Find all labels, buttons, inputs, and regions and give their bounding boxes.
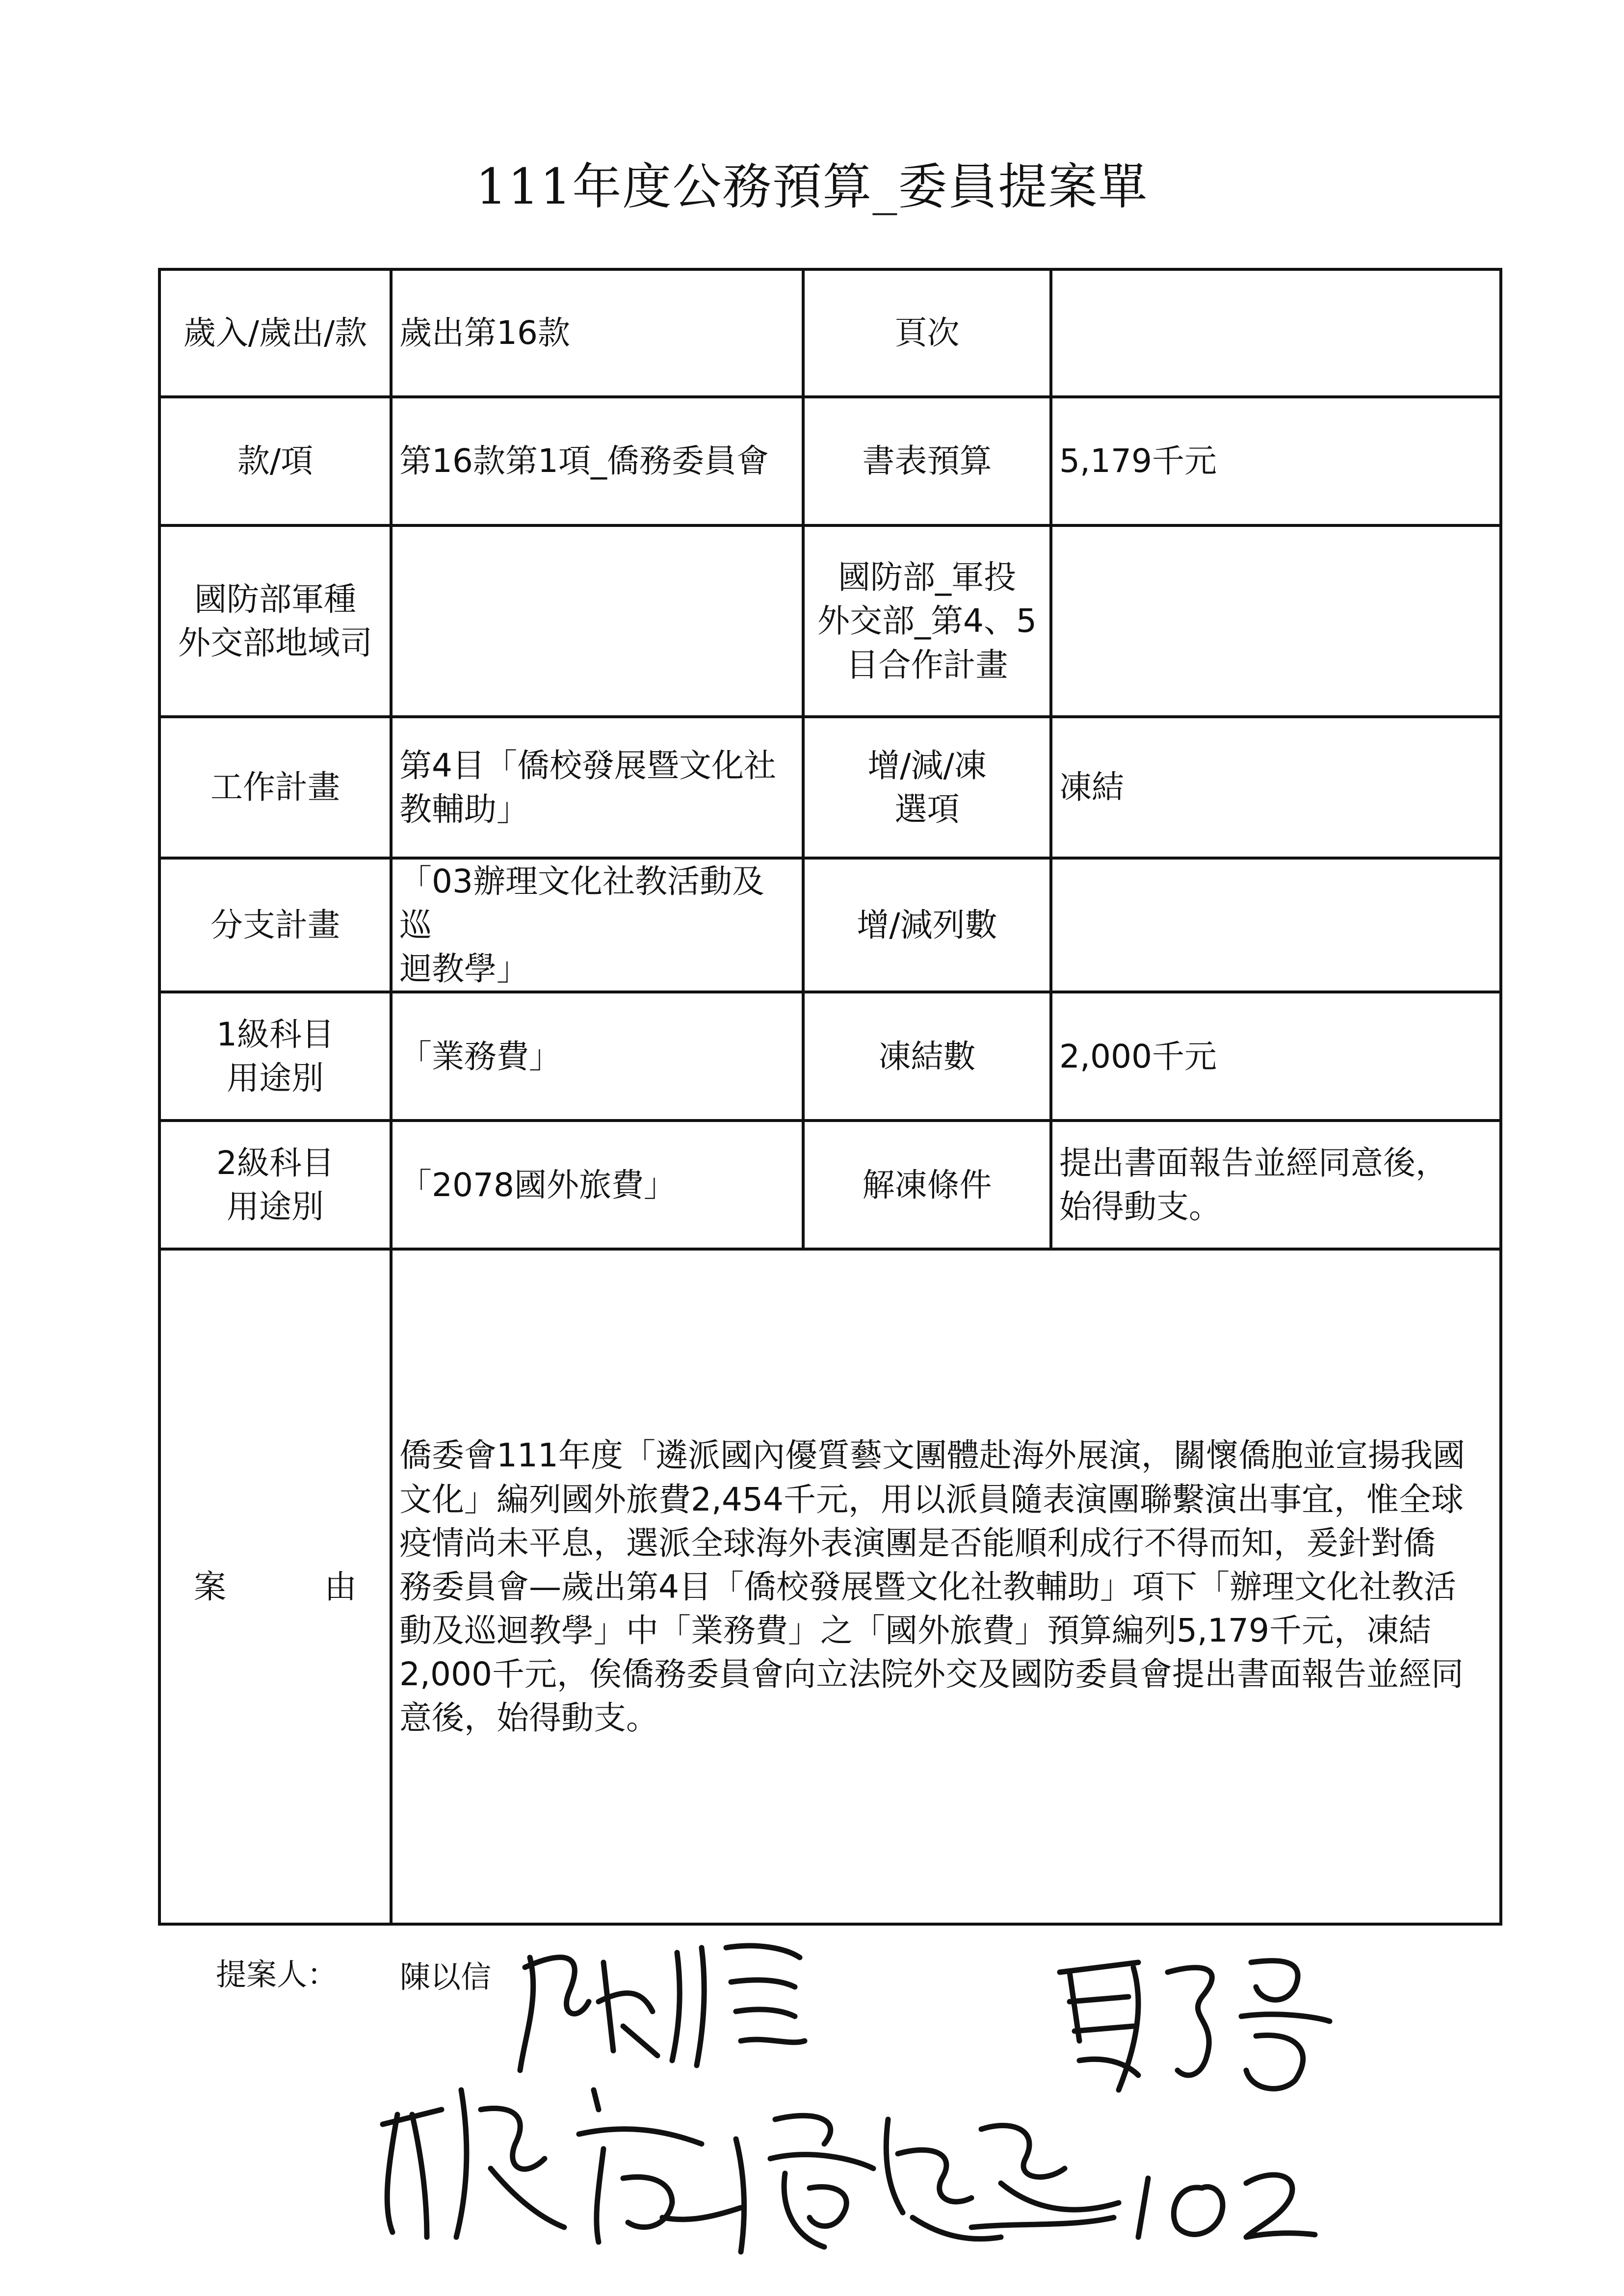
signature-3 — [368, 2070, 751, 2267]
row-label: 分支計畫 — [159, 858, 391, 992]
row-label: 歲入/歲出/款 — [159, 269, 391, 397]
row-value: 2,000千元 — [1051, 992, 1501, 1121]
row-value: 提出書面報告並經同意後， 始得動支。 — [1051, 1121, 1501, 1249]
row-label: 款/項 — [159, 397, 391, 525]
row-value: 歲出第16款 — [391, 269, 803, 397]
proposer-label: 提案人： — [216, 1957, 338, 1992]
reason-label-a: 案 — [194, 1567, 226, 1606]
reason-line: 文化」編列國外旅費2,454千元，用以派員隨表演團聯繫演出事宜，惟全球 — [399, 1480, 1464, 1518]
form-row — [159, 717, 1501, 858]
row-value — [391, 525, 803, 717]
row-value: 「業務費」 — [391, 992, 803, 1121]
row-value — [1051, 269, 1501, 397]
row-value — [1051, 858, 1501, 992]
form-row — [159, 1121, 1501, 1249]
form-row — [159, 992, 1501, 1121]
page-title: 111年度公務預算_委員提案單 — [475, 158, 1149, 215]
row-label: 增/減列數 — [803, 858, 1051, 992]
signature-5 — [1128, 2144, 1335, 2257]
reason-row — [159, 1249, 1501, 1924]
row-label: 凍結數 — [803, 992, 1051, 1121]
row-value — [1051, 525, 1501, 717]
reason-text — [391, 1249, 1501, 1924]
reason-label-b: 由 — [324, 1567, 357, 1606]
reason-line: 意後，始得動支。 — [399, 1699, 658, 1737]
signature-1 — [510, 1928, 814, 2085]
row-value: 第4目「僑校發展暨文化社 教輔助」 — [391, 717, 803, 858]
row-label: 頁次 — [803, 269, 1051, 397]
form-row — [159, 397, 1501, 525]
row-value: 凍結 — [1051, 717, 1501, 858]
row-value: 5,179千元 — [1051, 397, 1501, 525]
row-label: 1級科目 用途別 — [159, 992, 391, 1121]
row-value: 「03辦理文化社教活動及巡 迴教學」 — [391, 858, 803, 992]
form-row — [159, 525, 1501, 717]
reason-line: 務委員會—歲出第4目「僑校發展暨文化社教輔助」項下「辦理文化社教活 — [399, 1567, 1456, 1606]
form-row — [159, 269, 1501, 397]
reason-line: 2,000千元，俟僑務委員會向立法院外交及國防委員會提出書面報告並經同 — [399, 1655, 1464, 1693]
row-value: 第16款第1項_僑務委員會 — [391, 397, 803, 525]
row-label: 工作計畫 — [159, 717, 391, 858]
reason-line: 僑委會111年度「遴派國內優質藝文團體赴海外展演，關懷僑胞並宣揚我國 — [399, 1436, 1465, 1475]
reason-line: 動及巡迴教學」中「業務費」之「國外旅費」預算編列5,179千元，凍結 — [399, 1611, 1431, 1649]
reason-label — [159, 1249, 391, 1924]
row-label: 國防部_軍投 外交部_第4、5 目合作計畫 — [803, 525, 1051, 717]
proposal-form-table — [158, 268, 1502, 1926]
row-label: 國防部軍種 外交部地域司 — [159, 525, 391, 717]
reason-line: 疫情尚未平息，選派全球海外表演團是否能順利成行不得而知，爰針對僑 — [399, 1524, 1436, 1562]
row-label: 增/減/凍 選項 — [803, 717, 1051, 858]
row-value: 「2078國外旅費」 — [391, 1121, 803, 1249]
signature-2 — [1040, 1943, 1344, 2105]
signature-4 — [726, 2090, 1128, 2276]
proposer-name: 陳以信 — [400, 1959, 492, 1995]
form-row — [159, 858, 1501, 992]
row-label: 解凍條件 — [803, 1121, 1051, 1249]
row-label: 2級科目 用途別 — [159, 1121, 391, 1249]
row-label: 書表預算 — [803, 397, 1051, 525]
